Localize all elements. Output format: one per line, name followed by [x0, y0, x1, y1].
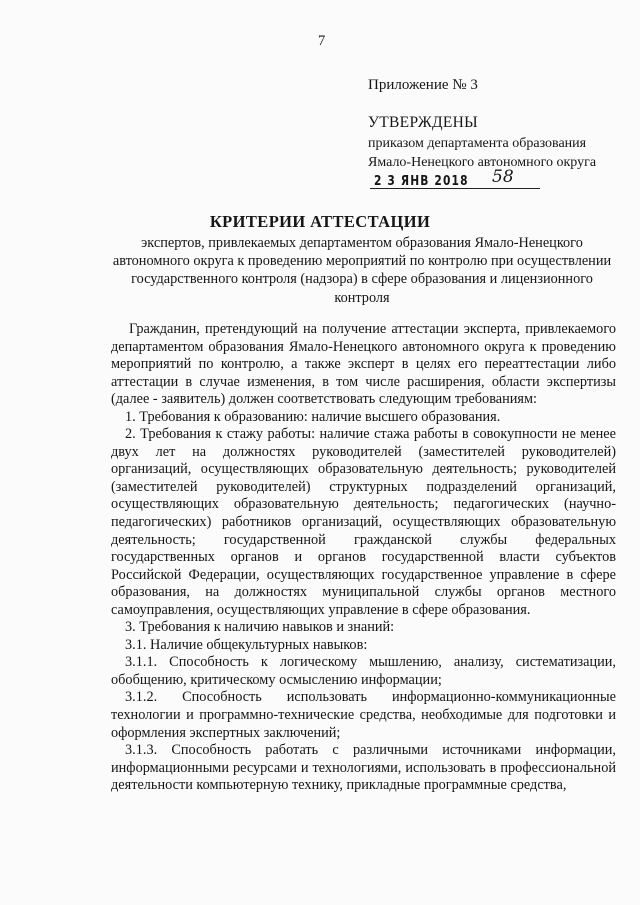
skill-3-1-3: 3.1.3. Способность работать с различными источниками информации, информационными ресурсами и технологиями, использовать в профессиональной деятельности компьютерную технику, прикладные программные средства,	[111, 742, 616, 794]
requirement-experience: 2. Требования к стажу работы: наличие стажа работы в совокупности не менее двух лет на должностях руководителей (заместителей руководителей) организаций, осуществляющих образовательную деятельность; руководителей (заместителей руководителей) структурных подразделений организаций, осуществляющих образовательную деятельность; педагогических (научно-педагогических) работников организаций, осуществляющих образовательную деятельность; государственной гражданской службы федеральных государственных органов и органов государственной власти субъектов Российской Федерации, осуществляющих государственное управление в сфере образования, на должностях муниципальной службы органов местного самоуправления, осуществляющих управление в сфере образования.	[111, 426, 616, 618]
document-subtitle: экспертов, привлекаемых департаментом образования Ямало-Ненецкого автономного округа к проведению мероприятий по контролю при осуществлении государственного контроля (надзора) в сфере образования и лицензионного контроля	[112, 235, 612, 306]
order-line-2: Ямало-Ненецкого автономного округа	[368, 155, 597, 170]
order-date-number-line	[370, 167, 628, 192]
page-number: 7	[318, 33, 326, 49]
intro-paragraph: Гражданин, претендующий на получение аттестации эксперта, привлекаемого департаментом образования Ямало-Ненецкого автономного округа к проведению мероприятий по контролю, а также эксперт в целях его переаттестации либо аттестации в случае изменения, в том числе расширения, области экспертизы (далее - заявитель) должен соответствовать следующим требованиям:	[111, 321, 616, 408]
approved-heading: УТВЕРЖДЕНЫ	[368, 114, 478, 131]
requirement-general-skills: 3.1. Наличие общекультурных навыков:	[125, 636, 368, 653]
requirement-education: 1. Требования к образованию: наличие высшего образования.	[125, 408, 501, 425]
document-body	[111, 321, 616, 795]
order-line-1: приказом департамента образования	[368, 136, 587, 151]
order-number-handwritten: 58	[492, 167, 514, 187]
annex-label: Приложение № 3	[368, 77, 478, 93]
approval-block	[368, 112, 628, 192]
skill-3-1-2: 3.1.2. Способность использовать информационно-коммуникационные технологии и программно-технические средства, необходимые для подготовки и оформления экспертных заключений;	[111, 689, 616, 741]
order-date-stamp: 2 3 ЯНВ 2018	[374, 174, 469, 189]
document-title: КРИТЕРИИ АТТЕСТАЦИИ	[209, 212, 431, 231]
requirement-skills-heading: 3. Требования к наличию навыков и знаний:	[125, 619, 395, 636]
skill-3-1-1: 3.1.1. Способность к логическому мышлению, анализу, систематизации, обобщению, критическому осмыслению информации;	[111, 654, 616, 688]
